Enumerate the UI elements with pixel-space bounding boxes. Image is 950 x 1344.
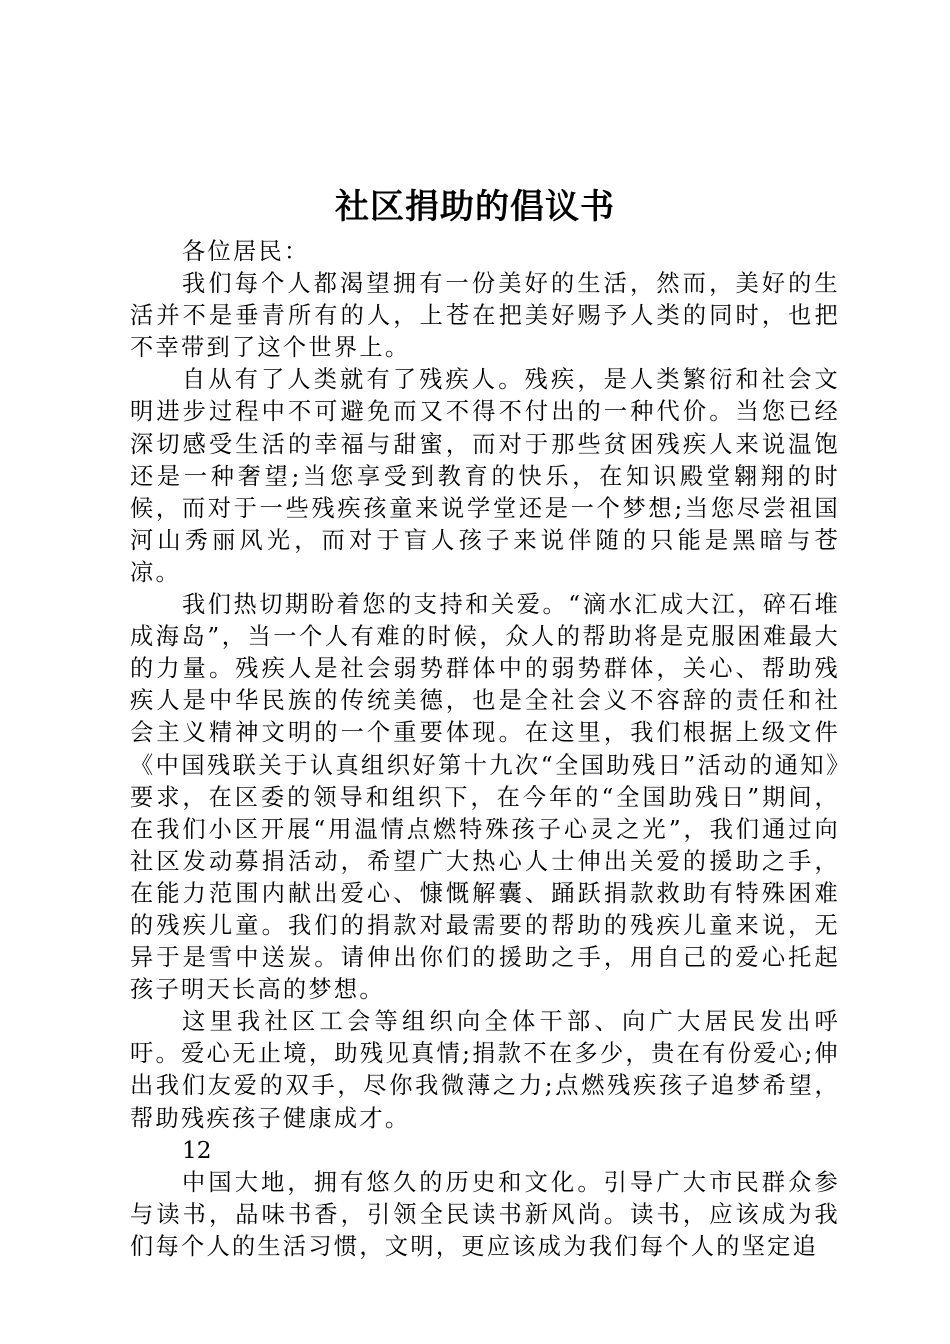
paragraph-appeal: 我们热切期盼着您的支持和关爱。“滴水汇成大江，碎石堆成海岛”，当一个人有难的时候，众人的帮助将是克服困难最大的力量。残疾人是社会弱势群体中的弱势群体，关心、帮助残疾人是中华民族的传统美德，也是全社会义不容辞的责任和社会主义精神文明的一个重要体现。在这里，我们根据上级文件《中国残联关于认真组织好第十九次“全国助残日”活动的通知》要求，在区委的领导和组织下，在今年的“全国助残日”期间，在我们小区开展“用温情点燃特殊孩子心灵之光”，我们通过向社区发动募捐活动，希望广大热心人士伸出关爱的援助之手，在能力范围内献出爱心、慷慨解囊、踊跃捐款救助有特殊困难的残疾儿童。我们的捐款对最需要的帮助的残疾儿童来说，无异于是雪中送炭。请伸出你们的援助之手，用自己的爱心托起孩子明天长高的梦想。 [130,591,840,1004]
document-title: 社区捐助的倡议书 [335,187,615,227]
paragraph-reading: 中国大地，拥有悠久的历史和文化。引导广大市民群众参与读书，品味书香，引领全民读书新风尚。读书，应该成为我们每个人的生活习惯，文明，更应该成为我们每个人的坚定追 [130,1168,840,1260]
paragraph-disability: 自从有了人类就有了残疾人。残疾，是人类繁衍和社会文明进步过程中不可避免而又不得不付出的一种代价。当您已经深切感受生活的幸福与甜蜜，而对于那些贫困残疾人来说温饱还是一种奢望;当您享受到教育的快乐，在知识殿堂翱翔的时候，而对于一些残疾孩童来说学堂还是一个梦想;当您尽尝祖国河山秀丽风光，而对于盲人孩子来说伴随的只能是黑暗与苍凉。 [130,366,840,586]
salutation: 各位居民： [182,238,310,265]
paragraph-intro: 我们每个人都渴望拥有一份美好的生活，然而，美好的生活并不是垂青所有的人，上苍在把美好赐予人类的同时，也把不幸带到了这个世界上。 [130,270,840,362]
paragraph-call-to-action: 这里我社区工会等组织向全体干部、向广大居民发出呼吁。爱心无止境，助残见真情;捐款不在多少，贵在有份爱心;伸出我们友爱的双手，尽你我微薄之力;点燃残疾孩子追梦希望，帮助残疾孩子健康成才。 [130,1008,840,1132]
section-number: 12 [182,1136,212,1164]
document-body [130,236,840,1263]
